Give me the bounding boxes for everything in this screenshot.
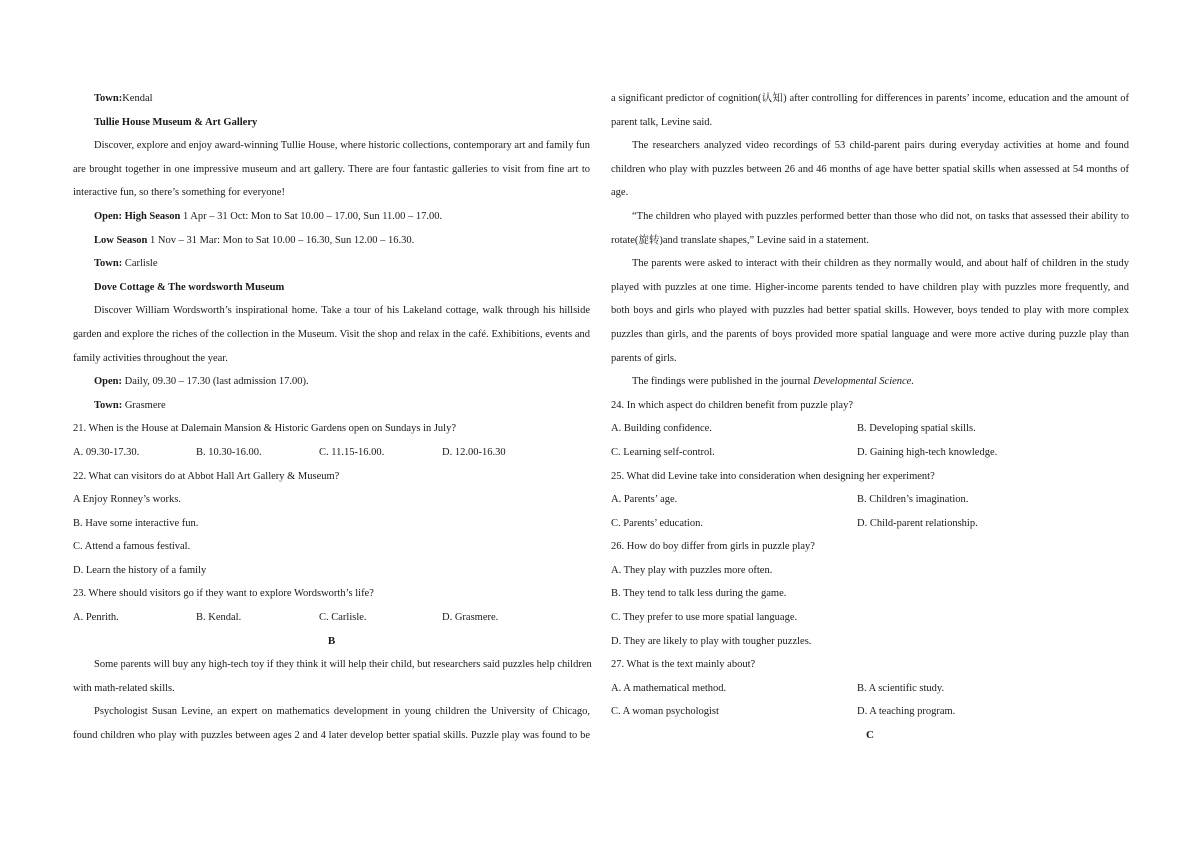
question-27-stem: 27. What is the text mainly about? <box>611 659 756 671</box>
option-b: B. 10.30-16.00. <box>196 446 262 458</box>
option-b: B. Children’s imagination. <box>857 494 969 506</box>
question-21-stem: 21. When is the House at Dalemain Mansion & Historic Gardens open on Sundays in July? <box>73 423 456 435</box>
passage-line: a significant predictor of cognition(认知) after controlling for differences in parents’ income, education and the amount of <box>611 93 1129 104</box>
town-kendal: Town:Kendal <box>94 93 153 104</box>
option-a: A Enjoy Ronney’s works. <box>73 494 181 506</box>
option-c: C. Parents’ education. <box>611 517 703 529</box>
question-27-options <box>611 700 1129 724</box>
option-d: D. Child-parent relationship. <box>857 517 978 529</box>
dove-open: Open: Daily, 09.30 – 17.30 (last admission 17.00). <box>94 376 309 388</box>
passage-line: age. <box>611 187 629 199</box>
passage-line: played with puzzles at one time. Higher-income parents tended to have children play with puzzles more frequently, and <box>611 281 1129 293</box>
option-c: C. They prefer to use more spatial language. <box>611 612 798 624</box>
passage-b-line: with math-related skills. <box>73 682 175 694</box>
passage-line: The researchers analyzed video recordings of 53 child-parent pairs during everyday activities at home and found <box>632 140 1129 152</box>
dove-title: Dove Cottage & The wordsworth Museum <box>94 281 285 293</box>
option-a: A. 09.30-17.30. <box>73 446 140 458</box>
option-a: A. Parents’ age. <box>611 494 678 506</box>
passage-line: parent talk, Levine said. <box>611 116 713 128</box>
question-21-options <box>73 441 590 465</box>
option-d: D. Grasmere. <box>442 612 499 624</box>
option-d: D. 12.00-16.30 <box>442 446 506 458</box>
tullie-town: Town: Carlisle <box>94 258 158 270</box>
option-c: C. Learning self-control. <box>611 446 715 458</box>
option-b: B. Have some interactive fun. <box>73 517 199 529</box>
question-23-options <box>73 606 590 630</box>
option-c: C. A woman psychologist <box>611 706 719 718</box>
question-27-options <box>611 677 1129 701</box>
option-c: C. Attend a famous festival. <box>73 541 191 553</box>
tullie-title: Tullie House Museum & Art Gallery <box>94 116 258 128</box>
passage-line: “The children who played with puzzles performed better than those who did not, on tasks that assessed their ability to <box>632 210 1129 222</box>
option-d: D. They are likely to play with tougher puzzles. <box>611 635 812 647</box>
section-heading-c: C <box>866 729 874 742</box>
option-a: A. They play with puzzles more often. <box>611 564 773 576</box>
question-24-options <box>611 417 1129 441</box>
option-d: D. Learn the history of a family <box>73 564 207 576</box>
section-heading-b: B <box>327 634 336 647</box>
option-a: A. A mathematical method. <box>611 682 727 694</box>
passage-line: parents of girls. <box>611 352 677 364</box>
passage-b-line: Psychologist Susan Levine, an expert on mathematics development in young children the University of Chicago, <box>94 706 590 718</box>
passage-b-line: Some parents will buy any high-tech toy if they think it will help their child, but researchers said puzzles help children <box>94 659 592 671</box>
question-25-stem: 25. What did Levine take into consideration when designing her experiment? <box>611 470 935 482</box>
question-24-stem: 24. In which aspect do children benefit from puzzle play? <box>611 399 853 411</box>
option-b: B. They tend to talk less during the game. <box>611 588 787 600</box>
findings-line: The findings were published in the journal Developmental Science. <box>632 376 914 388</box>
passage-line: rotate(旋转)and translate shapes,” Levine said in a statement. <box>611 234 870 246</box>
question-23-stem: 23. Where should visitors go if they want to explore Wordsworth’s life? <box>73 588 374 600</box>
passage-line: children who play with puzzles between 26 and 46 months of age have better spatial skills when assessed at 54 months of <box>611 163 1129 175</box>
tullie-open-low: Low Season 1 Nov – 31 Mar: Mon to Sat 10.00 – 16.30, Sun 12.00 – 16.30. <box>94 234 415 246</box>
dove-desc-line: Discover William Wordsworth’s inspirational home. Take a tour of his Lakeland cottage, walk through his hillside <box>94 305 590 317</box>
passage-line: both boys and girls who played with puzzles had better spatial skills. However, boys tended to play with more complex <box>611 305 1129 317</box>
question-25-options <box>611 512 1129 536</box>
tullie-desc-line: interactive fun, so there’s something for everyone! <box>73 187 285 199</box>
question-26-stem: 26. How do boy differ from girls in puzzle play? <box>611 541 815 553</box>
option-a: A. Building confidence. <box>611 423 712 435</box>
question-24-options <box>611 441 1129 465</box>
option-b: B. A scientific study. <box>857 682 945 694</box>
option-d: D. A teaching program. <box>857 706 956 718</box>
dove-desc-line: garden and explore the riches of the collection in the Museum. Visit the shop and relax in the café. Exhibitions, events and <box>73 328 590 340</box>
option-b: B. Kendal. <box>196 612 242 624</box>
right-column <box>611 87 1129 748</box>
dove-desc-line: family activities throughout the year. <box>73 352 228 364</box>
tullie-desc-line: Discover, explore and enjoy award-winning Tullie House, where historic collections, contemporary art and family fun <box>94 140 590 152</box>
left-column <box>73 87 590 748</box>
question-25-options <box>611 488 1129 512</box>
option-a: A. Penrith. <box>73 612 119 624</box>
option-c: C. Carlisle. <box>319 612 367 624</box>
tullie-desc-line: are brought together in one impressive museum and art gallery. There are four fantastic galleries to visit from fine art to <box>73 163 590 175</box>
passage-b-line: found children who play with puzzles between ages 2 and 4 later develop better spatial skills. Puzzle play was found to be <box>73 730 590 742</box>
journal-name: Developmental Science. <box>813 376 914 388</box>
passage-line: The parents were asked to interact with their children as they normally would, and about half of children in the study <box>632 258 1129 270</box>
option-c: C. 11.15-16.00. <box>319 446 385 458</box>
passage-line: puzzles than girls, and the parents of boys provided more spatial language and were more active during puzzle play than <box>611 328 1129 340</box>
tullie-open-high: Open: High Season 1 Apr – 31 Oct: Mon to Sat 10.00 – 17.00, Sun 11.00 – 17.00. <box>94 210 443 222</box>
question-22-stem: 22. What can visitors do at Abbot Hall Art Gallery & Museum? <box>73 470 340 482</box>
dove-town: Town: Grasmere <box>94 399 166 411</box>
option-d: D. Gaining high-tech knowledge. <box>857 446 998 458</box>
option-b: B. Developing spatial skills. <box>857 423 976 435</box>
